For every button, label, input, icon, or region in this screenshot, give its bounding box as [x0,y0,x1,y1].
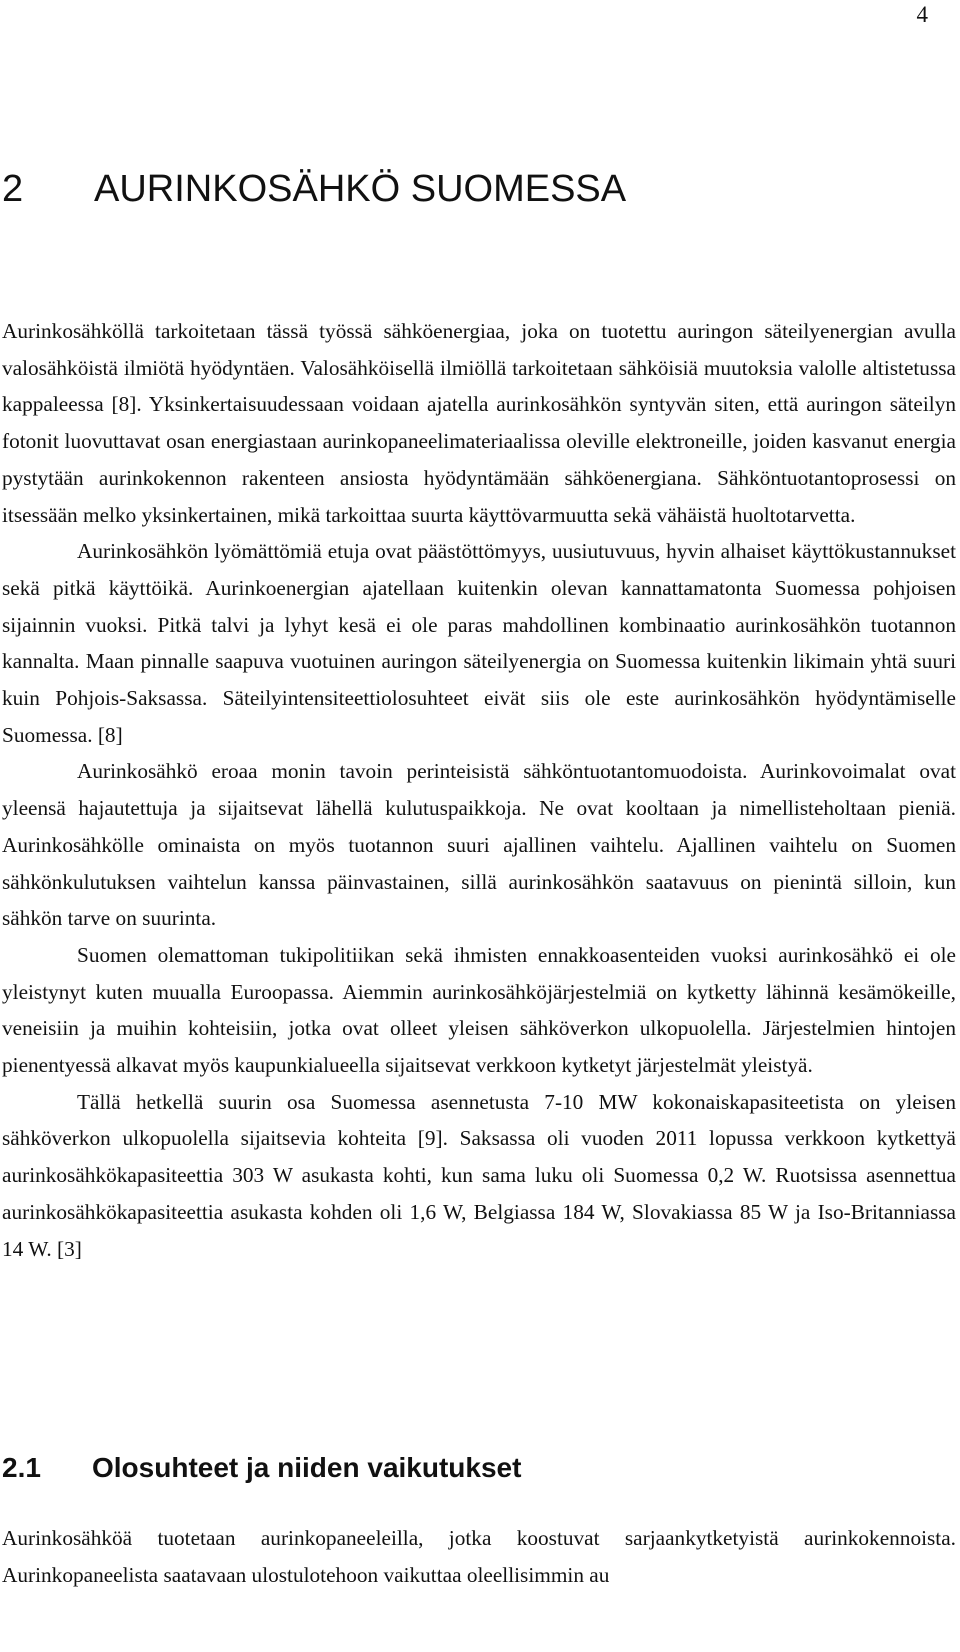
paragraph-capacity: Tällä hetkellä suurin osa Suomessa asennetusta 7-10 MW kokonaiskapasiteetista on yleisen sähköverkon ulkopuolella sijaitsevia kohteita [9]. Saksassa oli vuoden 2011 lopussa verkkoon kytkettyä aurinkosähkökapasiteettia 303 W asukasta kohti, kun sama luku oli Suomessa 0,2 W. Ruotsissa asennettua aurinkosähkökapasiteettia asukasta kohden oli 1,6 W, Belgiassa 184 W, Slovakiassa 85 W ja Iso-Britanniassa 14 W. [3] [2,1089,956,1261]
chapter-body [2,313,956,1267]
paragraph-section-intro: Aurinkosähköä tuotetaan aurinkopaneeleilla, jotka koostuvat sarjaankytketyistä aurinkokennoista. Aurinkopaneelista saatavaan ulostulotehoon vaikuttaa oleellisimmin au [2,1526,956,1587]
chapter-title: AURINKOSÄHKÖ SUOMESSA [94,168,627,210]
page-number: 4 [916,2,928,27]
section-title: Olosuhteet ja niiden vaikutukset [92,1452,522,1483]
paragraph-advantages: Aurinkosähkön lyömättömiä etuja ovat päästöttömyys, uusiutuvuus, hyvin alhaiset käyttökustannukset sekä pitkä käyttöikä. Aurinkoenergian ajatellaan kuitenkin olevan kannattamatonta Suomessa pohjoisen sijainnin vuoksi. Pitkä talvi ja lyhyt kesä ei ole paras mahdollinen kombinaatio aurinkosähkön tuotannon kannalta. Maan pinnalle saapuva vuotuinen auringon säteilyenergia on Suomessa kuitenkin likimain yhtä suuri kuin Pohjois-Saksassa. Säteilyintensiteettiolosuhteet eivät siis ole este aurinkosähkön hyödyntämiselle Suomessa. [8] [2,539,956,747]
paragraph-differences: Aurinkosähkö eroaa monin tavoin perinteisistä sähköntuotantomuodoista. Aurinkovoimalat ovat yleensä hajautettuja ja sijaitsevat lähellä kulutuspaikkoja. Ne ovat kooltaan ja nimellisteholtaan pieniä. Aurinkosähkölle ominaista on myös tuotannon suuri ajallinen vaihtelu. Ajallinen vaihtelu on Suomen sähkönkulutuksen vaihtelun kanssa päinvastainen, sillä aurinkosähkön saatavuus on pienintä silloin, kun sähkön tarve on suurinta. [2,759,956,931]
paragraph-adoption: Suomen olemattoman tukipolitiikan sekä ihmisten ennakkoasenteiden vuoksi aurinkosähkö ei ole yleistynyt kuten muualla Euroopassa. Aiemmin aurinkosähköjärjestelmiä on kytketty lähinnä kesämökeille, veneisiin ja muihin kohteisiin, jotka ovat olleet yleisen sähköverkon ulkopuolella. Järjestelmien hintojen pienentyessä alkavat myös kaupunkialueella sijaitsevat verkkoon kytketyt järjestelmät yleistyä. [2,942,956,1078]
chapter-heading [2,168,626,211]
section-heading [2,1452,521,1484]
chapter-number: 2 [2,168,24,210]
section-number: 2.1 [2,1452,41,1483]
section-body [2,1520,956,1593]
paragraph-intro: Aurinkosähköllä tarkoitetaan tässä työssä sähköenergiaa, joka on tuotettu auringon säteilyenergian avulla valosähköistä ilmiötä hyödyntäen. Valosähköisellä ilmiöllä tarkoitetaan sähköisiä muutoksia valolle altistetussa kappaleessa [8]. Yksinkertaisuudessaan voidaan ajatella aurinkosähkön syntyvän siten, että auringon säteilyn fotonit luovuttavat osan energiastaan aurinkopaneelimateriaalissa oleville elektroneille, joiden kasvanut energia pystytään aurinkokennon rakenteen ansiosta hyödyntämään sähköenergiana. Sähköntuotantoprosessi on itsessään melko yksinkertainen, mikä tarkoittaa suurta käyttövarmuutta sekä vähäistä huoltotarvetta. [2,319,956,527]
